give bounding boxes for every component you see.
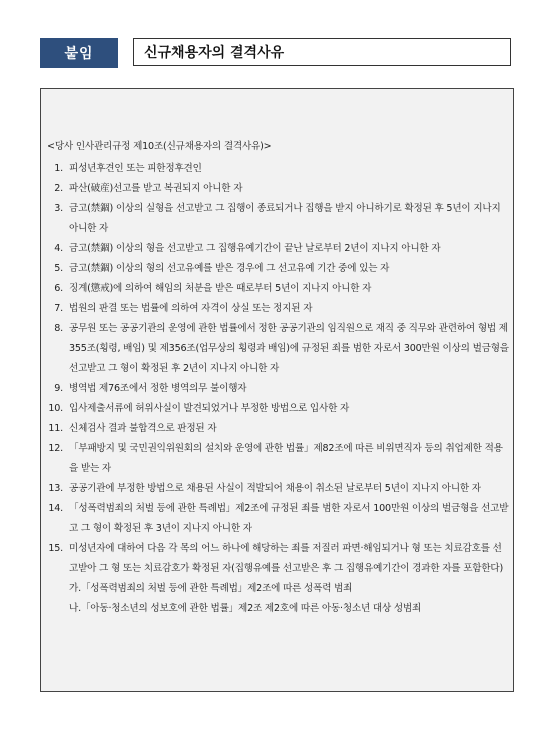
- item-number: 6.: [54, 283, 63, 294]
- list-item: [47, 399, 509, 419]
- list-item: [47, 279, 509, 299]
- item-text: 금고(禁錮) 이상의 실형을 선고받고 그 집행이 종료되거나 집행을 받지 아니하기로 확정된 후 5년이 지나지 아니한 자: [69, 203, 501, 234]
- list-item: [47, 419, 509, 439]
- item-number: 15.: [48, 543, 63, 554]
- list-item: [47, 539, 509, 579]
- item-text: 입사제출서류에 허위사실이 발견되었거나 부정한 방법으로 입사한 자: [69, 403, 350, 414]
- item-text: 신체검사 결과 불합격으로 판정된 자: [69, 423, 217, 434]
- list-item: [47, 299, 509, 319]
- item-number: 13.: [48, 483, 63, 494]
- item-text: 징계(懲戒)에 의하여 해임의 처분을 받은 때로부터 5년이 지나지 아니한 자: [69, 283, 372, 294]
- item-text: 병역법 제76조에서 정한 병역의무 불이행자: [69, 383, 247, 394]
- sub-item: 나.「아동·청소년의 성보호에 관한 법률」제2조 제2호에 따른 아동·청소년 대상 성범죄: [69, 603, 422, 614]
- item-number: 12.: [48, 443, 63, 454]
- list-item: [47, 319, 509, 379]
- item-number: 3.: [54, 203, 63, 214]
- attachment-badge: 붙임: [40, 38, 118, 68]
- item-number: 1.: [54, 163, 63, 174]
- header: [40, 38, 514, 68]
- list-item: [47, 259, 509, 279]
- item-number: 7.: [54, 303, 63, 314]
- item-text: 금고(禁錮) 이상의 형을 선고받고 그 집행유예기간이 끝난 날로부터 2년이 지나지 아니한 자: [69, 243, 441, 254]
- list-item: [47, 439, 509, 479]
- item-text: 「성폭력범죄의 처벌 등에 관한 특례법」제2조에 규정된 죄를 범한 자로서 100만원 이상의 벌금형을 선고받고 그 형이 확정된 후 3년이 지나지 아니한 자: [69, 503, 509, 534]
- item-number: 14.: [48, 503, 63, 514]
- list-item: [47, 479, 509, 499]
- document-title: 신규채용자의 결격사유: [133, 38, 511, 66]
- item-text: 피성년후견인 또는 피한정후견인: [69, 163, 202, 174]
- regulation-heading: <당사 인사관리규정 제10조(신규채용자의 결격사유)>: [47, 141, 272, 152]
- item-number: 4.: [54, 243, 63, 254]
- regulation-text: [47, 137, 509, 619]
- item-text: 파산(破産)선고를 받고 복권되지 아니한 자: [69, 183, 243, 194]
- list-item: [47, 379, 509, 399]
- sub-item: 가.「성폭력범죄의 처벌 등에 관한 특례법」제2조에 따른 성폭력 범죄: [69, 583, 353, 594]
- item-number: 9.: [54, 383, 63, 394]
- item-number: 2.: [54, 183, 63, 194]
- list-item: [47, 199, 509, 239]
- item-text: 「부패방지 및 국민권익위원회의 설치와 운영에 관한 법률」제82조에 따른 비위면직자 등의 취업제한 적용을 받는 자: [69, 443, 503, 474]
- item-text: 법원의 판결 또는 법률에 의하여 자격이 상실 또는 정지된 자: [69, 303, 313, 314]
- item-text: 공공기관에 부정한 방법으로 채용된 사실이 적발되어 채용이 취소된 날로부터 5년이 지나지 아니한 자: [69, 483, 481, 494]
- list-item: [47, 239, 509, 259]
- list-item: [47, 159, 509, 179]
- item-text: 공무원 또는 공공기관의 운영에 관한 법률에서 정한 공공기관의 임직원으로 재직 중 직무와 관련하여 형법 제355조(횡령, 배임) 및 제356조(업무상의 횡령과 배임)에 규정된 죄를 범한 자로서 300만원 이상의 벌금형을 선고받고 그 형이 확정된 후 2년이 지나지 아니한 자: [69, 323, 509, 374]
- item-number: 8.: [54, 323, 63, 334]
- item-text: 금고(禁錮) 이상의 형의 선고유예를 받은 경우에 그 선고유예 기간 중에 있는 자: [69, 263, 390, 274]
- item-text: 미성년자에 대하여 다음 각 목의 어느 하나에 해당하는 죄를 저질러 파면·해임되거나 형 또는 치료감호를 선고받아 그 형 또는 치료감호가 확정된 자(집행유예를 선고받은 후 그 집행유예기간이 경과한 자를 포함한다): [69, 543, 504, 574]
- item-number: 10.: [48, 403, 63, 414]
- list-item: [47, 499, 509, 539]
- item-number: 11.: [48, 423, 63, 434]
- list-item: [47, 179, 509, 199]
- content-panel: [40, 88, 514, 692]
- item-number: 5.: [54, 263, 63, 274]
